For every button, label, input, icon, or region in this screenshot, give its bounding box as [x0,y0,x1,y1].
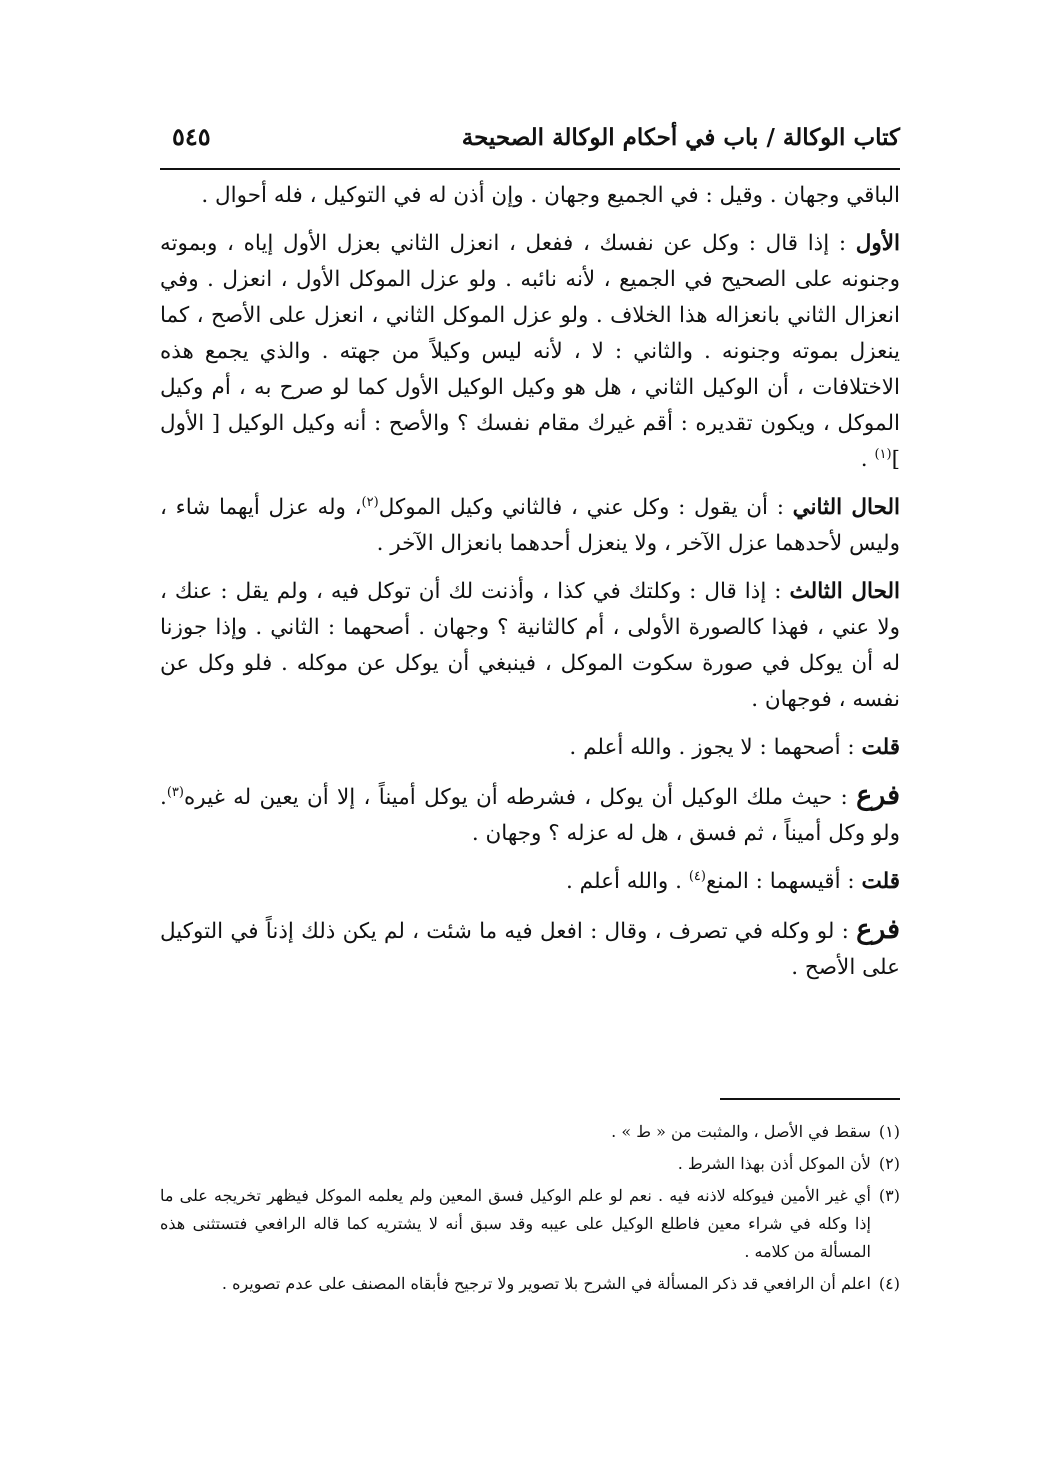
paragraph-4 [160,730,900,766]
footnotes [160,1118,900,1302]
paragraph-3 [160,574,900,718]
paragraph-5 [160,778,900,852]
paragraph-6 [160,864,900,900]
footnote-text: أي غير الأمين فيوكله لاذنه فيه . نعم لو علم الوكيل فسق المعين ولم يعلمه الموكل فيظهر تخريجه على ما إذا وكله في شراء معين فاطلع الوكيل على عيبه وقد سبق أنه لا يشتريه كما قاله الرافعي فتستثنى هذه المسألة من كلامه . [160,1186,871,1261]
paragraph-lead: الحال الثالث [789,579,900,604]
running-title: كتاب الوكالة / باب في أحكام الوكالة الصحيحة [461,124,900,151]
footnote-text: اعلم أن الرافعي قد ذكر المسألة في الشرح بلا تصوير ولا ترجيح فأبقاه المصنف على عدم تصويره . [221,1274,871,1293]
footnote-item [160,1182,900,1266]
footnote-item [160,1118,900,1146]
paragraph-2 [160,490,900,562]
paragraph-text: : أن يقول : وكل عني ، فالثاني وكيل الموكل [378,495,793,520]
paragraph-text: : إذا قال : وكلتك في كذا ، وأذنت لك أن توكل فيه ، ولم يقل : عنك ، ولا عني ، فهذا كالصورة الأولى ، أم كالثانية ؟ وجهان . أصحهما : الثاني . وإذا جوزنا له أن يوكل في صورة سكوت الموكل ، فينبغي أن يوكل عن موكله . فلو وكل عن نفسه ، فوجهان . [160,579,900,712]
footnote-ref: (٣) [166,784,184,800]
paragraph-text: . ولو وكل أميناً ، ثم فسق ، هل له عزله ؟ وجهان . [160,785,900,846]
paragraph-text: الباقي وجهان . وقيل : في الجميع وجهان . وإن أذن له في التوكيل ، فله أحوال . [201,183,900,208]
paragraph-text: : إذا قال : وكل عن نفسك ، ففعل ، انعزل الثاني بعزل الأول إياه ، وبموته وجنونه على الصحيح في الجميع ، لأنه نائبه . ولو عزل الموكل الأول ، انعزل . وفي انعزال الثاني بانعزاله هذا الخلاف . ولو عزل الموكل الثاني ، انعزل على الأصح ، كما ينعزل بموته وجنونه . والثاني : لا ، لأنه ليس وكيلاً من جهته . والذي يجمع هذه الاختلافات ، أن الوكيل الثاني ، هل هو وكيل الوكيل الأول كما لو صرح به ، أم وكيل الموكل ، ويكون تقديره : أقم غيرك مقام نفسك ؟ والأصح : أنه وكيل الوكيل [ الأول ] [160,231,900,472]
footnote-number: (١) [878,1122,900,1141]
paragraph-text: : لو وكله في تصرف ، وقال : افعل فيه ما شئت ، لم يكن ذلك إذناً في التوكيل على الأصح . [160,919,900,980]
paragraph-end: . [860,447,875,472]
page-header [160,118,900,166]
paragraph-text: : حيث ملك الوكيل أن يوكل ، فشرطه أن يوكل أميناً ، إلا أن يعين له غيره [183,785,857,810]
paragraph-lead: فرع [856,914,900,945]
main-text [160,178,900,998]
paragraph-text: ، وله عزل أيهما شاء ، وليس لأحدهما عزل الآخر ، ولا ينعزل أحدهما بانعزال الآخر . [160,495,900,556]
footnote-ref: (٤) [688,868,706,884]
paragraph-lead: فرع [856,780,900,811]
paragraph-text: : أصحهما : لا يجوز . والله أعلم . [569,735,862,760]
paragraph-0 [160,178,900,214]
footnote-text: سقط في الأصل ، والمثبت من « ط » . [611,1122,871,1141]
footnote-number: (٣) [878,1186,900,1205]
footnote-ref: (١) [874,446,892,462]
paragraph-lead: الأول [855,231,900,256]
footnote-rule [720,1098,900,1100]
footnote-item [160,1150,900,1178]
paragraph-text: : أقيسهما : المنع [705,869,862,894]
footnote-item [160,1270,900,1298]
footnote-number: (٤) [878,1274,900,1293]
footnote-text: لأن الموكل أذن بهذا الشرط . [677,1154,871,1173]
footnote-number: (٢) [878,1154,900,1173]
footnote-ref: (٢) [361,494,379,510]
paragraph-text: . والله أعلم . [566,869,689,894]
header-rule [160,168,900,170]
paragraph-lead: قلت [861,735,900,760]
paragraph-lead: الحال الثاني [792,495,900,520]
paragraph-1 [160,226,900,478]
page-number: ٥٤٥ [172,122,211,151]
paragraph-7 [160,912,900,986]
paragraph-lead: قلت [861,869,900,894]
